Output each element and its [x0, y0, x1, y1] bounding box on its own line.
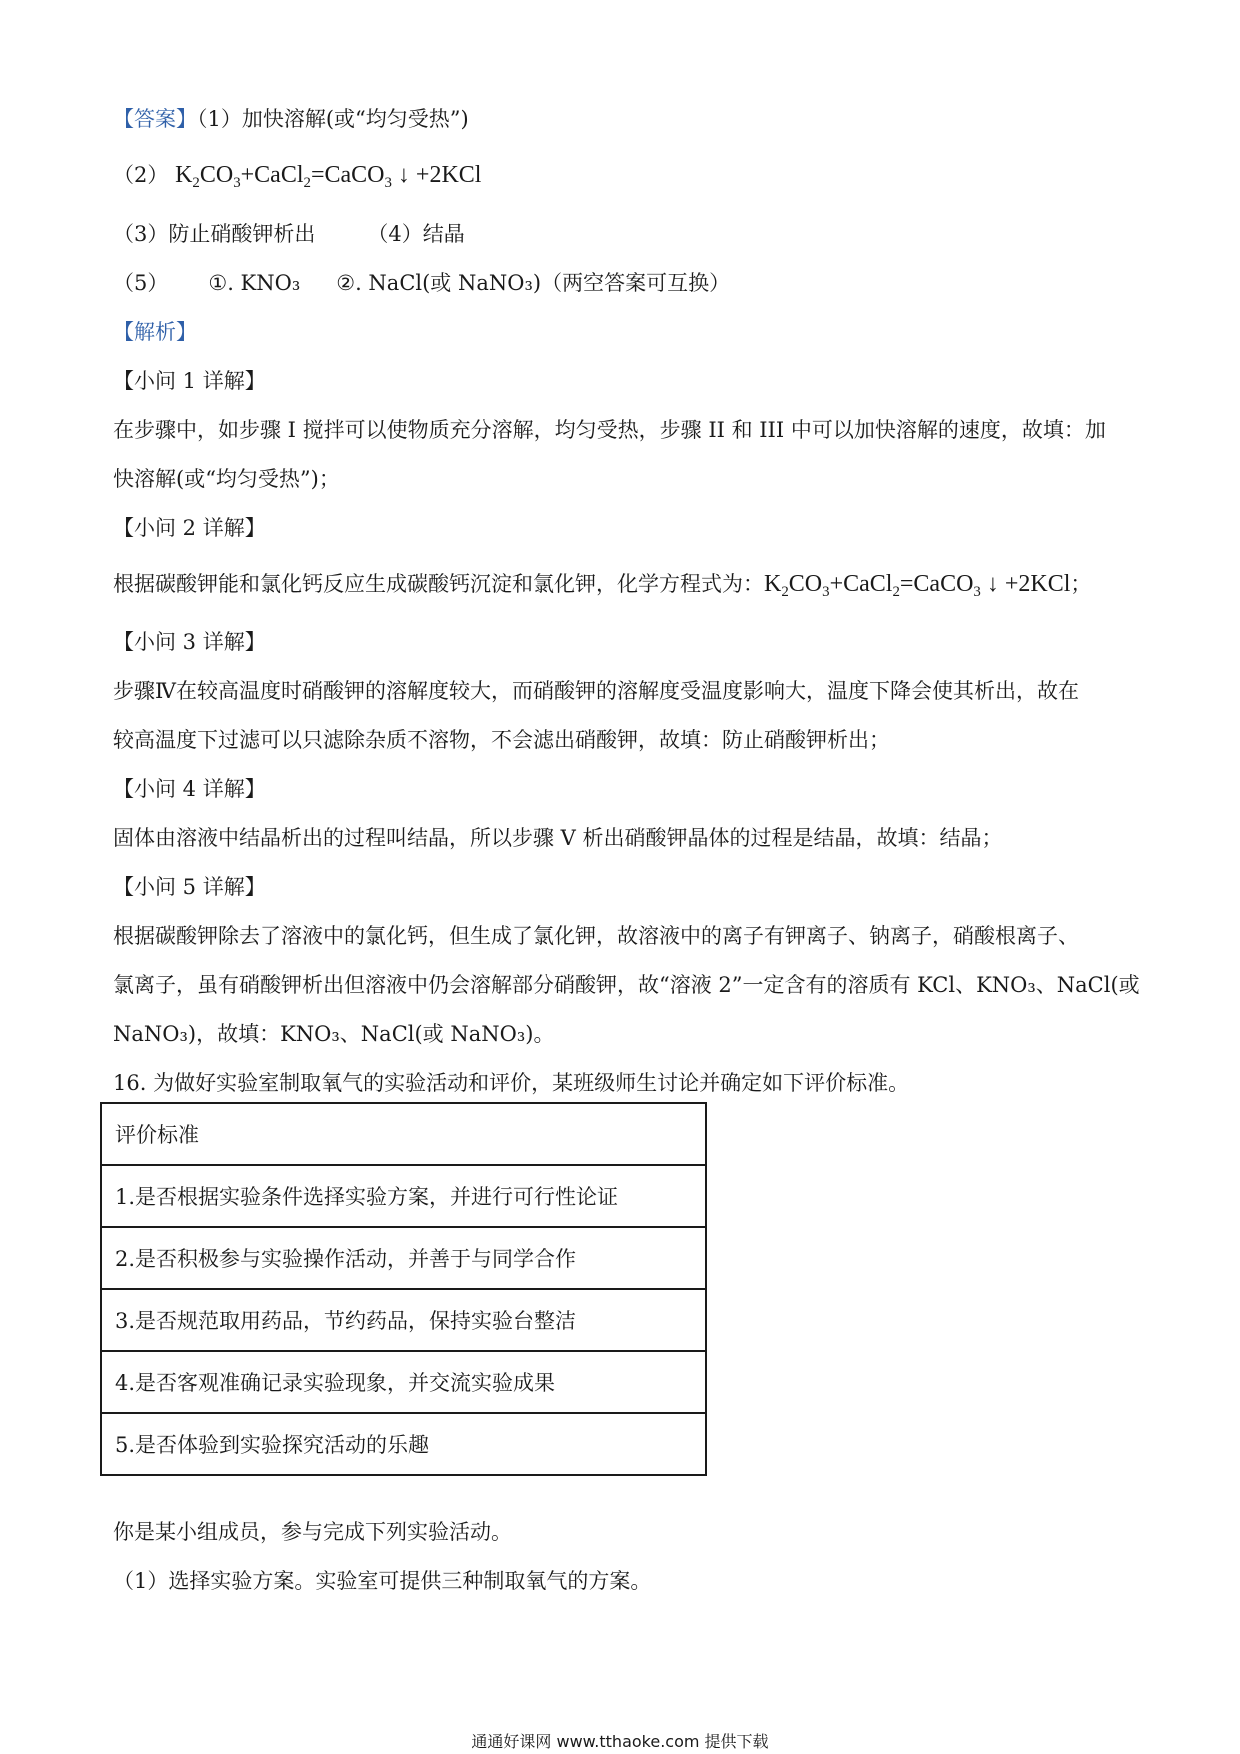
criteria-header: 评价标准	[101, 1103, 706, 1165]
answer-q5-b: ②. NaCl(或 NaNO₃)（两空答案可互换）	[336, 271, 731, 295]
question-16-after-table: 你是某小组成员，参与完成下列实验活动。	[113, 1520, 512, 1544]
detail-2-heading: 【小问 2 详解】	[113, 516, 266, 540]
detail-1-heading: 【小问 1 详解】	[113, 369, 266, 393]
criteria-row-4: 4.是否客观准确记录实验现象，并交流实验成果	[101, 1351, 706, 1413]
criteria-row-5: 5.是否体验到实验探究活动的乐趣	[101, 1413, 706, 1475]
detail-3-line-1: 步骤Ⅳ在较高温度时硝酸钾的溶解度较大，而硝酸钾的溶解度受温度影响大，温度下降会使其析出，故在	[113, 679, 1079, 703]
detail-5-heading: 【小问 5 详解】	[113, 875, 266, 899]
detail-2-line-1	[113, 570, 1091, 599]
analysis-tag: 【解析】	[113, 320, 197, 344]
detail-1-line-2: 快溶解(或“均匀受热”)；	[113, 467, 340, 491]
answer-q2-equation: $K_2CO_3+CaCl_2=CaCO_3$ ↓ +2KCl	[175, 162, 482, 192]
criteria-row-2: 2.是否积极参与实验操作活动，并善于与同学合作	[101, 1227, 706, 1289]
answer-line-1	[113, 107, 469, 132]
detail-1-line-1: 在步骤中，如步骤 I 搅拌可以使物质充分溶解，均匀受热，步骤 II 和 III 中可以加快溶解的速度，故填：加	[113, 418, 1106, 442]
answer-q4: （4）结晶	[367, 222, 465, 246]
answer-q5-a: ①. KNO₃	[208, 271, 301, 295]
question-16-sub-1: （1）选择实验方案。实验室可提供三种制取氧气的方案。	[113, 1569, 652, 1593]
detail-5-line-1: 根据碳酸钾除去了溶液中的氯化钙，但生成了氯化钾，故溶液中的离子有钾离子、钠离子，硝酸根离子、	[113, 924, 1079, 948]
detail-5-line-2: 氯离子，虽有硝酸钾析出但溶液中仍会溶解部分硝酸钾，故“溶液 2”一定含有的溶质有 KCl、KNO₃、NaCl(或	[113, 973, 1140, 997]
answer-tag: 【答案】	[113, 107, 197, 131]
detail-4-heading: 【小问 4 详解】	[113, 777, 266, 801]
question-16-intro: 16. 为做好实验室制取氧气的实验活动和评价，某班级师生讨论并确定如下评价标准。	[113, 1071, 910, 1095]
answer-line-2	[113, 161, 481, 190]
answer-q5-label: （5）	[113, 271, 169, 295]
footer-source: 通通好课网 www.tthaoke.com 提供下载	[471, 1732, 769, 1751]
detail-4-line-1: 固体由溶液中结晶析出的过程叫结晶，所以步骤 V 析出硝酸钾晶体的过程是结晶，故填：结晶；	[113, 826, 1003, 850]
detail-5-line-3: NaNO₃)，故填：KNO₃、NaCl(或 NaNO₃)。	[113, 1022, 555, 1046]
detail-2-end: ；	[1070, 572, 1092, 596]
criteria-row-1: 1.是否根据实验条件选择实验方案，并进行可行性论证	[101, 1165, 706, 1227]
detail-3-heading: 【小问 3 详解】	[113, 630, 266, 654]
answer-q1: （1）加快溶解(或“均匀受热”)	[197, 107, 469, 131]
criteria-table	[100, 1102, 707, 1476]
detail-2-equation: $K_2CO_3+CaCl_2=CaCO_3$ ↓ +2KCl	[764, 571, 1071, 601]
answer-line-5	[113, 271, 730, 296]
answer-line-3	[113, 222, 465, 247]
detail-3-line-2: 较高温度下过滤可以只滤除杂质不溶物，不会滤出硝酸钾，故填：防止硝酸钾析出；	[113, 728, 890, 752]
answer-q3: （3）防止硝酸钾析出	[113, 222, 316, 246]
answer-q2-label: （2）	[113, 163, 169, 187]
detail-2-text: 根据碳酸钾能和氯化钙反应生成碳酸钙沉淀和氯化钾，化学方程式为：	[113, 572, 764, 596]
criteria-row-3: 3.是否规范取用药品，节约药品，保持实验台整洁	[101, 1289, 706, 1351]
